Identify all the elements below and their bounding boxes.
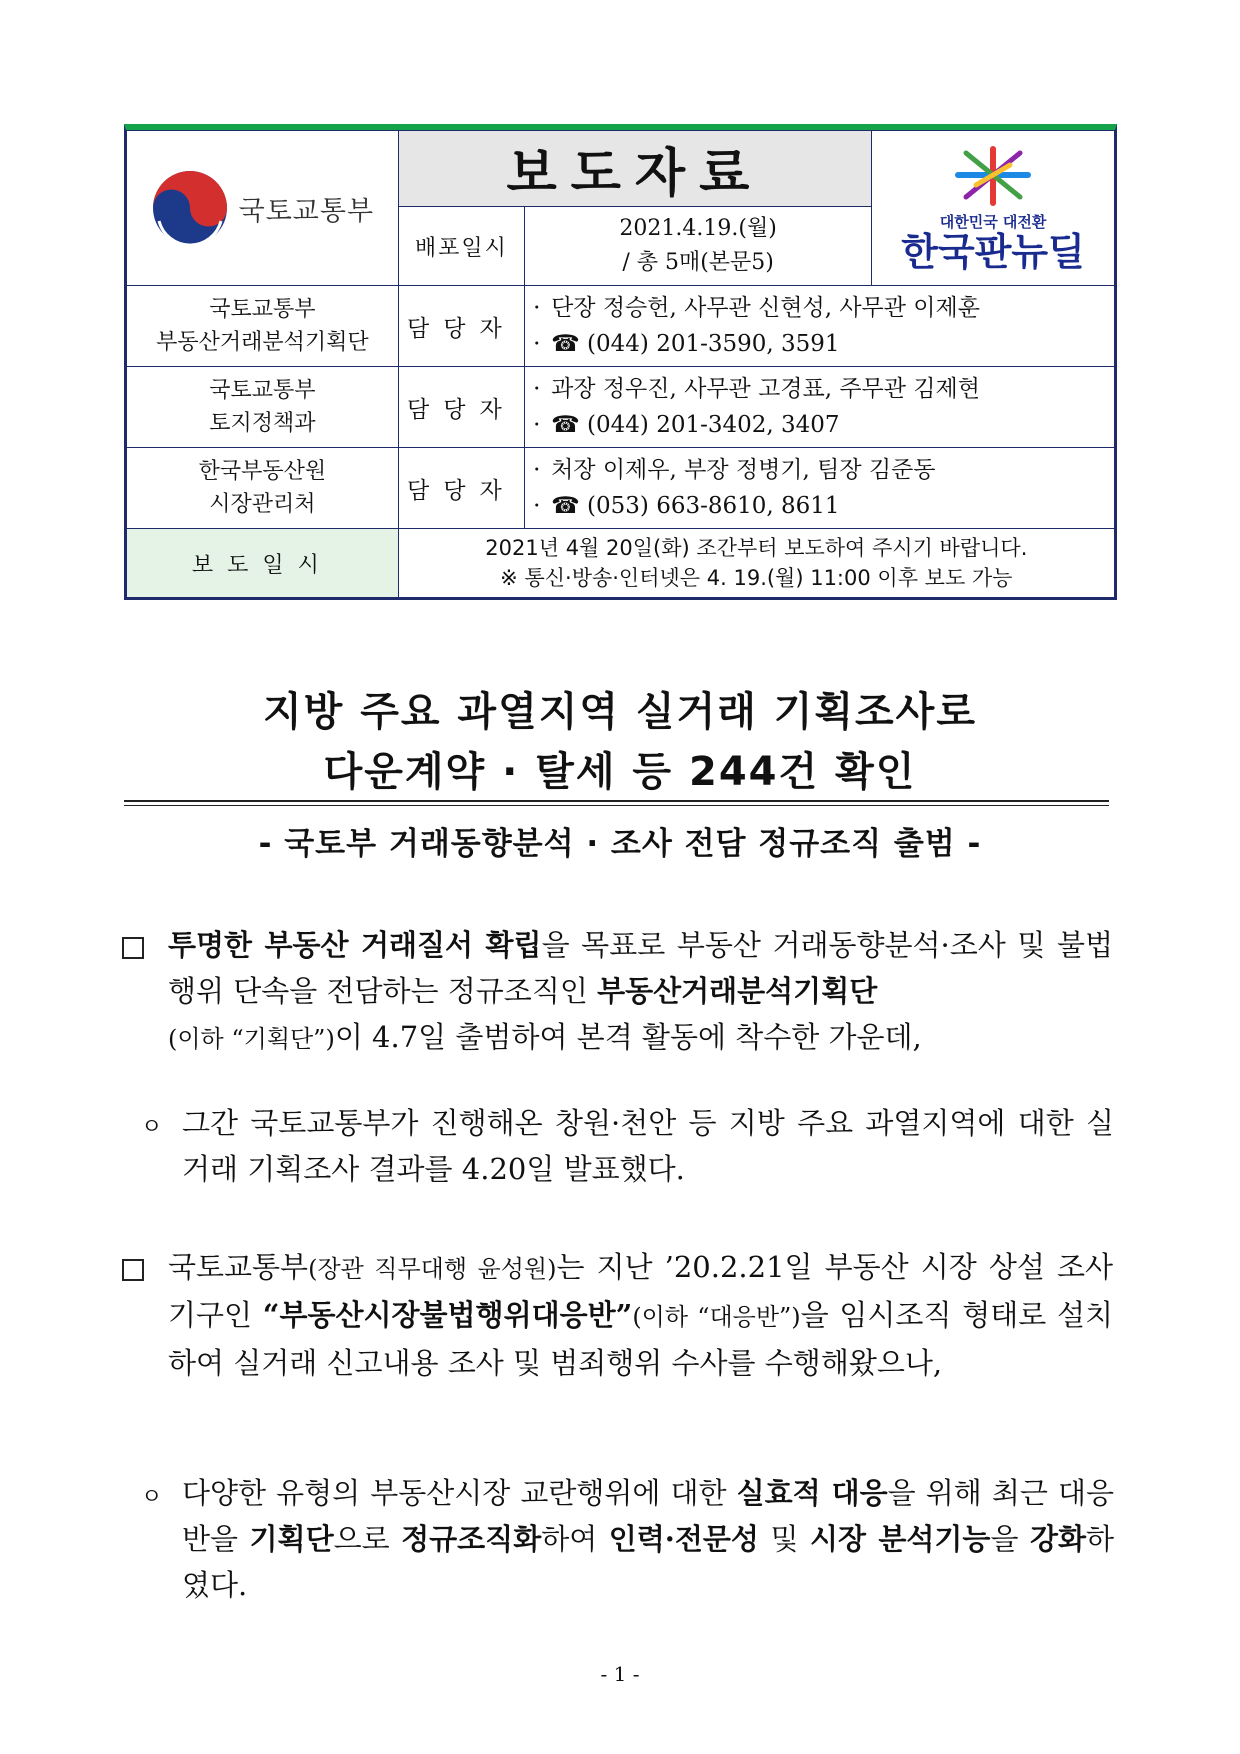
doc-type-title: 보도자료	[398, 131, 871, 207]
paragraph-2: 그간 국토교통부가 진행해온 창원·천안 등 지방 주요 과열지역에 대한 실거래 기획조사 결과를 4.20일 발표했다.	[182, 1106, 1114, 1186]
p4-bold-4: 인력·전문성	[608, 1522, 759, 1556]
distribution-pages: / 총 5매(본문5)	[622, 250, 774, 275]
contact-row	[127, 448, 1115, 529]
contact-dept	[127, 286, 399, 367]
dept-line-2: 시장관리처	[209, 492, 316, 517]
dept-line-2: 토지정책과	[209, 411, 316, 436]
contact-row	[127, 367, 1115, 448]
dept-line-1: 국토교통부	[209, 378, 316, 403]
phone-icon: ☎	[551, 493, 588, 519]
press-time-info	[398, 529, 1114, 598]
contact-details: · 과장 정우진, 사무관 고경표, 주무관 김제현 · ☎ (044) 201-3402, 3407	[525, 367, 1115, 448]
paragraph-4	[182, 1470, 1114, 1608]
p1-text-2: 이 4.7일 출범하여 본격 활동에 착수한 가운데,	[334, 1020, 922, 1054]
p4-bold-2: 기획단	[249, 1522, 334, 1556]
brand-slogan: 대한민국 대전환	[939, 212, 1047, 231]
p3-note-2: (이하 “대응반”)	[632, 1303, 801, 1331]
p4-text-7: 하였다.	[182, 1522, 1115, 1602]
contact-dept	[127, 448, 399, 529]
dept-line-1: 한국부동산원	[198, 459, 327, 484]
p4-text-3: 으로	[333, 1522, 402, 1556]
contact-names: 과장 정우진, 사무관 고경표, 주무관 김제현	[551, 376, 980, 402]
page-number: - 1 -	[600, 1662, 640, 1686]
p4-text-4: 하여	[541, 1522, 609, 1556]
p3-text-1: 국토교통부	[168, 1250, 309, 1284]
headline-line-1: 지방 주요 과열지역 실거래 기획조사로	[263, 689, 977, 735]
contact-row	[127, 286, 1115, 367]
distribution-date: 2021.4.19.(월)	[619, 216, 777, 241]
p1-bold-1: 투명한 부동산 거래질서 확립	[168, 928, 542, 962]
p4-text-6: 을	[990, 1522, 1030, 1556]
new-deal-logo-cell	[872, 131, 1115, 286]
header-table	[124, 124, 1117, 600]
new-deal-symbol-icon	[948, 145, 1038, 207]
distribution-label: 배포일시	[398, 207, 524, 286]
subheadline: - 국토부 거래동향분석 · 조사 전담 정규조직 출범 -	[258, 826, 982, 862]
ministry-name: 국토교통부	[238, 195, 375, 227]
checkbox-square-icon	[122, 937, 144, 959]
p3-text-2: 는 지난 ’20.2.21일 부동산 시장 상설 조사 기구인	[168, 1250, 1113, 1332]
taegeuk-emblem-icon	[151, 169, 229, 247]
press-time-line-1: 2021년 4월 20일(화) 조간부터 보도하여 주시기 바랍니다.	[485, 536, 1028, 560]
contact-names: 처장 이제우, 부장 정병기, 팀장 김준동	[551, 457, 936, 483]
p4-bold-3: 정규조직화	[401, 1522, 542, 1556]
contact-details: · 단장 정승헌, 사무관 신현성, 사무관 이제훈 · ☎ (044) 201-3590, 3591	[525, 286, 1115, 367]
contact-role: 담당자	[398, 448, 524, 529]
brand-name: 한국판뉴딜	[901, 229, 1085, 274]
contact-phone: (044) 201-3402, 3407	[587, 412, 840, 438]
contact-phone: (044) 201-3590, 3591	[587, 331, 840, 357]
paragraph-3	[168, 1244, 1113, 1386]
title-divider	[124, 800, 1109, 806]
p4-bold-6: 강화	[1029, 1522, 1087, 1556]
contact-role: 담당자	[398, 286, 524, 367]
dept-line-1: 국토교통부	[209, 297, 316, 322]
p3-bold-1: “부동산시장불법행위대응반”	[262, 1298, 633, 1332]
press-time-label: 보도일시	[127, 529, 399, 598]
p4-bold-5: 시장 분석기능	[809, 1522, 991, 1556]
p3-note-1: (장관 직무대행 윤성원)	[308, 1255, 557, 1283]
phone-icon: ☎	[551, 412, 588, 438]
paragraph-1	[168, 922, 1113, 1062]
p1-note: (이하 “기획단”)	[168, 1025, 335, 1053]
headline-line-2: 다운계약 · 탈세 등 244건 확인	[323, 749, 917, 795]
contact-names: 단장 정승헌, 사무관 신현성, 사무관 이제훈	[551, 295, 980, 321]
press-time-line-2: ※ 통신·방송·인터넷은 4. 19.(월) 11:00 이후 보도 가능	[500, 566, 1013, 590]
contact-role: 담당자	[398, 367, 524, 448]
p4-bold-1: 실효적 대응	[736, 1476, 888, 1510]
ministry-logo-cell	[127, 131, 399, 286]
p3-text-3: 을 임시조직 형태로 설치하여 실거래 신고내용 조사 및 범죄행위 수사를 수행해왔으나,	[168, 1298, 1113, 1380]
p4-text-5: 및	[758, 1522, 810, 1556]
bullet-circle-icon: ㅇ	[141, 1115, 163, 1140]
contact-phone: (053) 663-8610, 8611	[587, 493, 840, 519]
p4-text-2: 을 위해 최근 대응반을	[182, 1476, 1114, 1556]
checkbox-square-icon	[122, 1259, 144, 1281]
p1-text-1: 을 목표로 부동산 거래동향분석·조사 및 불법행위 단속을 전담하는 정규조직인	[168, 928, 1113, 1008]
p4-text-1: 다양한 유형의 부동산시장 교란행위에 대한	[182, 1476, 737, 1510]
bullet-circle-icon: ㅇ	[141, 1485, 163, 1510]
dept-line-2: 부동산거래분석기획단	[156, 330, 369, 355]
p1-bold-2: 부동산거래분석기획단	[597, 974, 878, 1008]
contact-dept	[127, 367, 399, 448]
distribution-info	[525, 207, 872, 286]
contact-details: · 처장 이제우, 부장 정병기, 팀장 김준동 · ☎ (053) 663-8610, 8611	[525, 448, 1115, 529]
phone-icon: ☎	[551, 331, 588, 357]
